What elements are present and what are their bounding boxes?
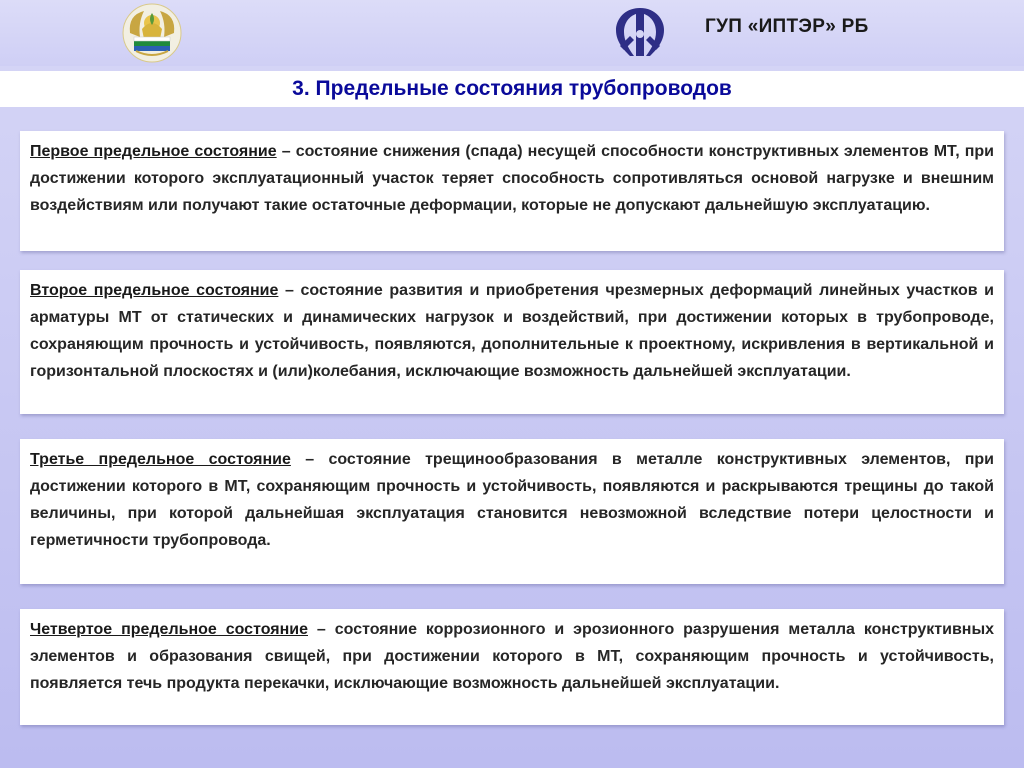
limit-state-card-3 [20, 439, 1004, 584]
limit-state-definition: – состояние развития и приобретения чрезмерных деформаций линейных участков и арматуры МТ от статических и динамических нагрузок и воздействий, при достижении которых в трубопроводе, сохраняющим прочность и устойчивость, появляются, дополнительные к проектному, искривления в вертикальной и горизонтальной плоскостях и (или)колебания, исключающие возможность дальнейшей эксплуатации. [30, 282, 994, 380]
limit-state-term: Второе предельное состояние [30, 282, 279, 299]
header-bar [0, 0, 1024, 66]
title-bar [0, 71, 1024, 107]
limit-state-card-2 [20, 270, 1004, 414]
bashkortostan-emblem-icon [122, 3, 182, 63]
limit-state-term: Четвертое предельное состояние [30, 621, 308, 638]
limit-state-definition: – состояние снижения (спада) несущей способности конструктивных элементов МТ, при достижении которого эксплуатационный участок теряет способность сопротивляться основой нагрузке и внешним воздействиям или получают такие остаточные деформации, которые не допускают дальнейшую эксплуатацию. [30, 143, 994, 214]
limit-state-paragraph [30, 616, 994, 697]
limit-state-paragraph [30, 446, 994, 554]
limit-state-definition: – состояние трещинообразования в металле конструктивных элементов, при достижении которого в МТ, сохраняющим прочность и устойчивость, появляются и раскрываются трещины до такой величины, при которой дальнейшая эксплуатация становится невозможной вследствие потери целостности и герметичности трубопровода. [30, 451, 994, 549]
limit-state-paragraph [30, 277, 994, 385]
limit-state-card-1 [20, 131, 1004, 251]
limit-state-definition: – состояние коррозионного и эрозионного разрушения металла конструктивных элементов и образования свищей, при достижении которого в МТ, сохраняющим прочность и устойчивость, появляется течь продукта перекачки, исключающие возможность дальнейшей эксплуатации. [30, 621, 995, 692]
limit-state-paragraph [30, 138, 994, 219]
limit-state-term: Третье предельное состояние [30, 451, 291, 468]
organization-name: ГУП «ИПТЭР» РБ [705, 16, 869, 37]
limit-state-term: Первое предельное состояние [30, 143, 277, 160]
ipter-logo-icon [612, 6, 668, 58]
limit-state-card-4 [20, 609, 1004, 725]
page-title: 3. Предельные состояния трубопроводов [292, 77, 732, 100]
